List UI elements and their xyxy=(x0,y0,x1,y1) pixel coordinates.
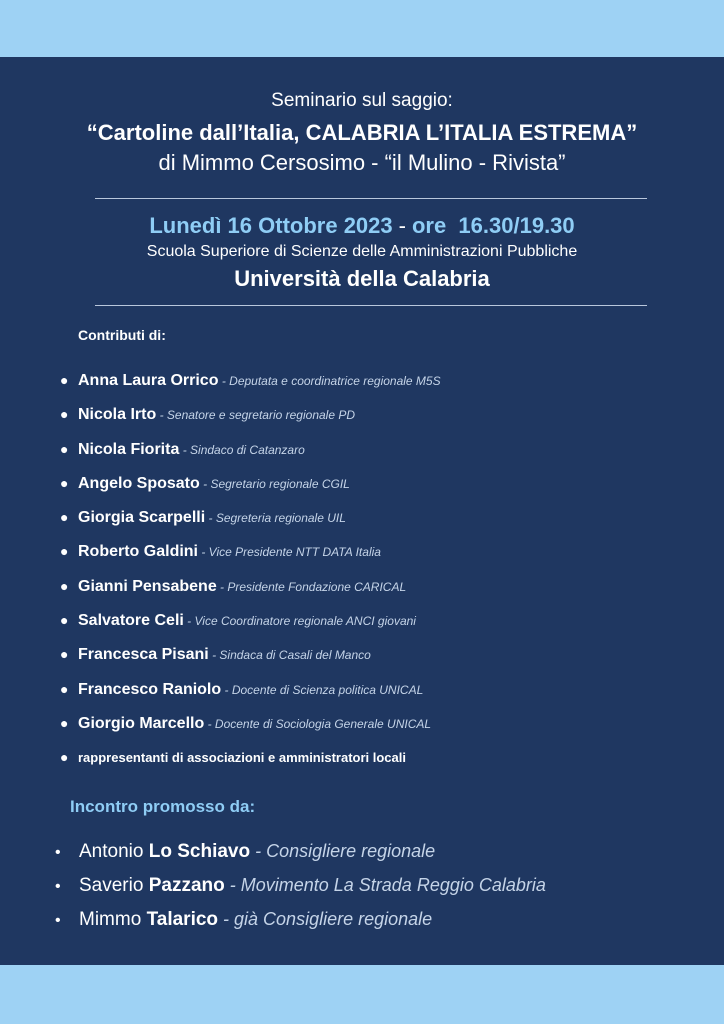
contributor-role: - Vice Presidente NTT DATA Italia xyxy=(198,545,381,560)
list-item xyxy=(55,902,715,936)
contributor-name: Francesco Raniolo xyxy=(78,680,222,698)
promoter-last-name: Pazzano xyxy=(148,875,225,896)
promoter-role: - Movimento La Strada Reggio Calabria xyxy=(224,875,546,895)
bullet-icon: ● xyxy=(60,509,69,526)
list-item xyxy=(55,868,715,902)
other-contributors: rappresentanti di associazioni e amministratori locali xyxy=(78,750,406,766)
bullet-icon: ● xyxy=(60,474,69,491)
list-item xyxy=(60,603,700,637)
contributor-role: - Deputata e coordinatrice regionale M5S xyxy=(218,374,441,388)
contributor-name: Roberto Galdini xyxy=(78,543,198,561)
event-datetime xyxy=(0,213,724,239)
list-item xyxy=(60,706,700,740)
bullet-icon: ● xyxy=(60,372,69,388)
contributor-name: Francesca Pisani xyxy=(78,646,209,664)
contributor-role: - Vice Coordinatore regionale ANCI giovani xyxy=(183,614,416,629)
contributor-name: Angelo Sposato xyxy=(78,474,200,492)
bullet-icon: ● xyxy=(60,680,69,697)
bullet-icon: ● xyxy=(60,646,69,663)
event-date: Lunedì 16 Ottobre 2023 xyxy=(149,213,393,238)
list-item xyxy=(60,740,700,774)
contributor-role: - Sindaca di Casali del Manco xyxy=(208,648,371,663)
list-item xyxy=(60,466,700,500)
list-item xyxy=(60,534,700,568)
contributor-name: Salvatore Celi xyxy=(78,612,184,630)
contributor-role: - Docente di Scienza politica UNICAL xyxy=(221,682,424,697)
bullet-icon: • xyxy=(55,878,61,895)
seminar-intro: Seminario sul saggio: xyxy=(271,90,453,111)
contributors-list xyxy=(60,363,700,775)
bullet-icon: • xyxy=(55,844,61,861)
bullet-icon: ● xyxy=(60,749,69,766)
bullet-icon: ● xyxy=(60,543,69,560)
list-item xyxy=(60,397,700,431)
promoters-list xyxy=(55,834,715,936)
contributor-name: Nicola Irto xyxy=(78,406,157,424)
essay-author: di Mimmo Cersosimo - “il Mulino - Rivista” xyxy=(158,150,566,175)
promoter-last-name: Talarico xyxy=(146,909,219,930)
event-time: ore 16.30/19.30 xyxy=(411,213,575,238)
contributor-name: Giorgia Scarpelli xyxy=(78,509,206,527)
bullet-icon: ● xyxy=(60,406,69,423)
contributor-role: - Sindaco di Catanzaro xyxy=(179,442,305,457)
promoter-role: - Consigliere regionale xyxy=(250,841,436,861)
bullet-icon: • xyxy=(55,912,61,929)
essay-title: “Cartoline dall’Italia, CALABRIA L’ITALIA ESTREMA” xyxy=(86,120,638,145)
bullet-icon: ● xyxy=(60,714,69,731)
bullet-icon: ● xyxy=(60,577,69,594)
university-name: Università della Calabria xyxy=(234,266,490,291)
list-item xyxy=(60,363,700,397)
list-item xyxy=(60,672,700,706)
divider-bottom xyxy=(95,305,647,306)
school-name: Scuola Superiore di Scienze delle Amministrazioni Pubbliche xyxy=(146,243,578,260)
promoter-last-name: Lo Schiavo xyxy=(148,841,251,862)
list-item xyxy=(55,834,715,868)
contributors-label: Contributi di: xyxy=(78,327,166,343)
bullet-icon: ● xyxy=(60,612,69,629)
contributor-role: - Segreteria regionale UIL xyxy=(205,511,346,526)
contributor-role: - Presidente Fondazione CARICAL xyxy=(216,579,407,594)
contributor-name: Giorgio Marcello xyxy=(78,714,205,732)
contributor-role: - Segretario regionale CGIL xyxy=(199,476,350,491)
list-item xyxy=(60,432,700,466)
promoter-first-name: Mimmo xyxy=(79,909,147,930)
contributor-name: Anna Laura Orrico xyxy=(78,372,219,389)
promoters-label: Incontro promosso da: xyxy=(70,797,256,816)
datetime-separator: - xyxy=(398,213,406,238)
divider-top xyxy=(95,198,647,199)
list-item xyxy=(60,569,700,603)
list-item xyxy=(60,637,700,671)
promoter-first-name: Antonio xyxy=(79,841,149,862)
contributor-name: Nicola Fiorita xyxy=(78,440,180,458)
contributor-role: - Docente di Sociologia Generale UNICAL xyxy=(204,716,432,731)
list-item xyxy=(60,500,700,534)
contributor-name: Gianni Pensabene xyxy=(78,577,217,595)
promoter-role: - già Consigliere regionale xyxy=(218,909,433,929)
bullet-icon: ● xyxy=(60,440,69,457)
promoter-first-name: Saverio xyxy=(79,875,149,896)
contributor-role: - Senatore e segretario regionale PD xyxy=(156,408,356,423)
